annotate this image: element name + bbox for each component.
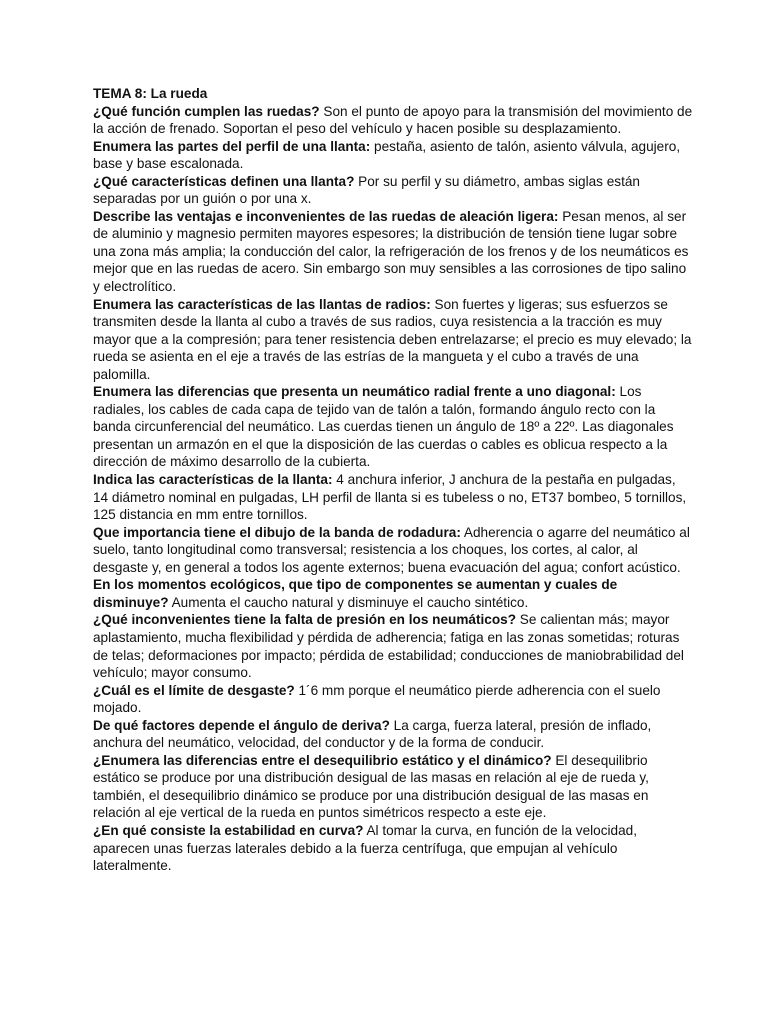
qa-item — [93, 524, 693, 577]
qa-item — [93, 752, 693, 822]
answer: Los radiales, los cables de cada capa de tejido van de talón a talón, formando ángulo recto con la banda circunferencial del neumático. Las cuerdas tienen un ángulo de 18º a 22º. Las diagonales presentan un armazón en el que la disposición de las cuerdas o cables es oblicua respecto a la dirección de máximo desarrollo de la cubierta. — [93, 384, 674, 470]
question: Indica las características de la llanta: — [93, 472, 333, 488]
page-title: TEMA 8: La rueda — [93, 86, 208, 101]
question: De qué factores depende el ángulo de deriva? — [93, 717, 390, 733]
question: Enumera las partes del perfil de una llanta: — [93, 138, 371, 154]
qa-item — [93, 138, 693, 173]
answer: Son fuertes y ligeras; sus esfuerzos se transmiten desde la llanta al cubo a través de sus radios, cuya resistencia a la tracción es muy mayor que a la compresión; para tener resistencia deben entrelazarse; el precio es muy elevado; la rueda se asienta en el eje a través de las estrías de la mangueta y el cubo a través de una palomilla. — [93, 296, 692, 382]
qa-item — [93, 471, 693, 524]
question: Que importancia tiene el dibujo de la banda de rodadura: — [93, 524, 461, 540]
qa-item — [93, 682, 693, 717]
answer: Son el punto de apoyo para la transmisión del movimiento de la acción de frenado. Soportan el peso del vehículo y hacen posible su desplazamiento. — [93, 103, 693, 137]
question: En los momentos ecológicos, que tipo de componentes se aumentan y cuales de disminuye? — [93, 577, 618, 610]
answer: Al tomar la curva, en función de la velocidad, aparecen unas fuerzas laterales debido a la fuerza centrífuga, que empujan al vehículo lateralmente. — [93, 822, 637, 874]
question: Enumera las diferencias que presenta un neumático radial frente a uno diagonal: — [93, 384, 616, 400]
question: ¿Qué función cumplen las ruedas? — [93, 103, 320, 119]
answer: 1´6 mm porque el neumático pierde adherencia con el suelo mojado. — [93, 682, 661, 716]
qa-item — [93, 208, 693, 296]
answer: Pesan menos, al ser de aluminio y magnesio permiten mayores espesores; la distribución de tensión tiene lugar sobre una zona más amplia; la conducción del calor, la refrigeración de los frenos y de los neumáticos es mejor que en las ruedas de acero. Sin embargo son muy sensibles a las corrosiones de tipo salino y electrolítico. — [93, 208, 689, 295]
answer: 4 anchura inferior, J anchura de la pestaña en pulgadas, 14 diámetro nominal en pulgadas, LH perfil de llanta si es tubeless o no, ET37 bombeo, 5 tornillos, 125 distancia en mm entre tornillos. — [93, 472, 687, 523]
qa-item — [93, 611, 693, 681]
question: ¿Qué características definen una llanta? — [93, 173, 355, 189]
answer: La carga, fuerza lateral, presión de inflado, anchura del neumático, velocidad, del conductor y de la forma de conducir. — [93, 717, 652, 751]
answer: El desequilibrio estático se produce por una distribución desigual de las masas en relación al eje de rueda y, también, el desequilibrio dinámico se produce por una distribución desigual de las masas en relación al eje vertical de la rueda en puntos simétricos respecto a este eje. — [93, 752, 649, 821]
qa-item — [93, 822, 693, 875]
answer: Se calientan más; mayor aplastamiento, mucha flexibilidad y pérdida de adherencia; fatiga en las zonas sometidas; roturas de telas; deformaciones por impacto; pérdida de estabilidad; conducciones de maniobrabilidad del vehículo; mayor consumo. — [93, 612, 684, 681]
qa-item — [93, 717, 693, 752]
qa-item — [93, 576, 693, 611]
question: ¿Enumera las diferencias entre el desequilibrio estático y el dinámico? — [93, 752, 552, 768]
answer: Aumenta el caucho natural y disminuye el caucho sintético. — [168, 594, 529, 610]
question: ¿Qué inconvenientes tiene la falta de presión en los neumáticos? — [93, 612, 517, 628]
document-page — [93, 85, 693, 875]
question: ¿Cuál es el límite de desgaste? — [93, 682, 295, 698]
qa-item — [93, 103, 693, 138]
answer: pestaña, asiento de talón, asiento válvula, agujero, base y base escalonada. — [93, 138, 681, 172]
question: Describe las ventajas e inconvenientes de las ruedas de aleación ligera: — [93, 208, 559, 224]
question: ¿En qué consiste la estabilidad en curva? — [93, 822, 364, 838]
qa-item — [93, 383, 693, 471]
answer: Por su perfil y su diámetro, ambas siglas están separadas por un guión o por una x. — [93, 173, 640, 207]
qa-item — [93, 173, 693, 208]
answer: Adherencia o agarre del neumático al suelo, tanto longitudinal como transversal; resistencia a los choques, los cortes, al calor, al desgaste y, en general a todos los agente externos; buena evacuación del agua; confort acústico. — [93, 524, 690, 575]
question: Enumera las características de las llantas de radios: — [93, 296, 431, 312]
qa-item — [93, 296, 693, 384]
